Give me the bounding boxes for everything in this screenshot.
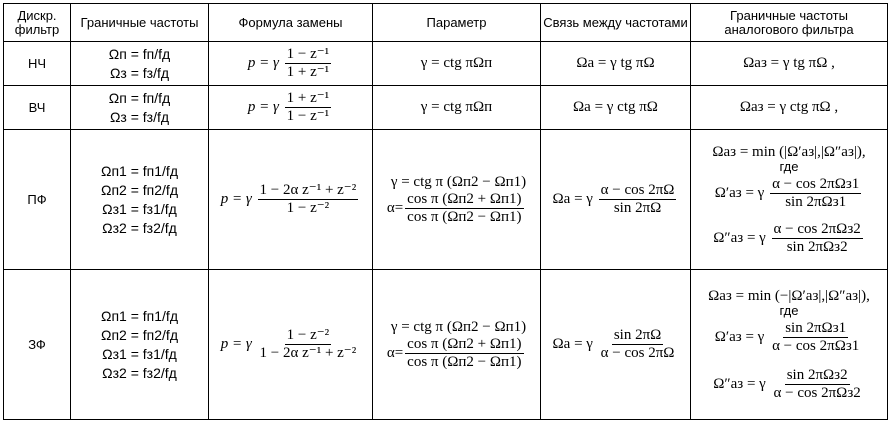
freq-line: Ωп = fп/fд (108, 90, 171, 106)
formula-fraction (258, 182, 359, 217)
param-alpha-num: cos π (Ωп2 + Ωп1) (407, 335, 522, 352)
bounds-b2-fraction (772, 221, 863, 256)
header-boundary-frequencies: Граничные частоты (71, 4, 209, 42)
formula-num: 1 − 2α z⁻¹ + z⁻² (259, 182, 357, 198)
param-alpha-num: cos π (Ωп2 + Ωп1) (407, 190, 522, 207)
freq-line: Ωз2 = fз2/fд (102, 365, 177, 381)
formula-fraction (258, 327, 359, 362)
link-lhs: Ωа = γ (552, 190, 593, 207)
bounds-b1-num: sin 2πΩз1 (785, 319, 847, 336)
bounds-b2-num: α − cos 2πΩз2 (773, 220, 861, 237)
formula-fraction (285, 90, 332, 125)
bounds-cell: Ωаз = γ ctg πΩ , (691, 86, 888, 130)
formula-den: 1 − z⁻¹ (286, 108, 330, 124)
bounds-cell (691, 270, 888, 420)
freq-line: Ωп = fп/fд (108, 46, 171, 62)
link-cell (541, 270, 691, 420)
freq-cell (71, 42, 209, 86)
bounds-b1-den: sin 2πΩз1 (785, 193, 847, 210)
freq-line: Ωз = fз/fд (109, 65, 170, 81)
formula-den: 1 − 2α z⁻¹ + z⁻² (259, 345, 357, 361)
param-alpha-lhs: α= (386, 199, 404, 216)
bounds-b1-lhs: Ω′аз = γ (714, 184, 765, 201)
param-alpha-den: cos π (Ωп2 − Ωп1) (407, 353, 522, 370)
freq-cell (71, 130, 209, 270)
formula-lhs: p = γ (220, 335, 252, 352)
filter-table (3, 3, 888, 420)
formula-lhs: p = γ (220, 190, 252, 207)
row-bandpass (4, 130, 888, 270)
header-analog-boundaries: Граничные частоты аналогового фильтра (691, 4, 888, 42)
freq-line: Ωз1 = fз1/fд (102, 346, 177, 362)
bounds-b1-fraction (770, 176, 861, 211)
row-label: ВЧ (4, 86, 71, 130)
bounds-b2-den: α − cos 2πΩз2 (773, 384, 861, 401)
bounds-cell (691, 130, 888, 270)
bounds-cell: Ωаз = γ tg πΩ , (691, 42, 888, 86)
formula-num: 1 − z⁻² (286, 327, 330, 343)
row-bandstop (4, 270, 888, 420)
header-filter: Дискр. фильтр (4, 4, 71, 42)
row-highpass (4, 86, 888, 130)
header-substitution-formula: Формула замены (209, 4, 373, 42)
bounds-b1-lhs: Ω′аз = γ (714, 328, 765, 345)
link-fraction (599, 182, 677, 217)
freq-line: Ωп2 = fп2/fд (101, 182, 178, 198)
link-cell: Ωа = γ ctg πΩ (541, 86, 691, 130)
formula-cell (209, 130, 373, 270)
row-label: ПФ (4, 130, 71, 270)
formula-cell (209, 42, 373, 86)
param-cell (373, 270, 541, 420)
link-fraction (599, 327, 677, 362)
param-gamma: γ = ctg π (Ωп2 − Ωп1) (390, 173, 527, 190)
link-num: α − cos 2πΩ (600, 182, 675, 198)
header-row (4, 4, 888, 42)
freq-line: Ωз2 = fз2/fд (102, 220, 177, 236)
param-gamma: γ = ctg π (Ωп2 − Ωп1) (390, 318, 527, 335)
bounds-b2-num: sin 2πΩз2 (786, 366, 848, 383)
row-label: НЧ (4, 42, 71, 86)
param-alpha-fraction (405, 191, 523, 226)
row-lowpass (4, 42, 888, 86)
bounds-b2-lhs: Ω″аз = γ (713, 375, 766, 392)
freq-line: Ωп1 = fп1/fд (101, 163, 178, 179)
freq-line: Ωз1 = fз1/fд (102, 201, 177, 217)
freq-line: Ωз = fз/fд (109, 109, 170, 125)
header-frequency-link: Связь между частотами (541, 4, 691, 42)
freq-line: Ωп1 = fп1/fд (101, 308, 178, 324)
param-alpha-den: cos π (Ωп2 − Ωп1) (407, 208, 522, 225)
formula-cell (209, 86, 373, 130)
param-cell (373, 130, 541, 270)
bounds-b1-den: α − cos 2πΩз1 (772, 337, 860, 354)
bounds-min: Ωаз = min (|Ω′аз|,|Ω″аз|), (712, 143, 866, 160)
header-parameter: Параметр (373, 4, 541, 42)
link-den: sin 2πΩ (613, 200, 662, 216)
row-label: ЗФ (4, 270, 71, 420)
formula-den: 1 − z⁻² (286, 200, 330, 216)
link-cell: Ωа = γ tg πΩ (541, 42, 691, 86)
bounds-where: где (779, 302, 799, 318)
bounds-b1-fraction (770, 320, 861, 355)
formula-den: 1 + z⁻¹ (286, 64, 330, 80)
link-cell (541, 130, 691, 270)
bounds-b2-den: sin 2πΩз2 (786, 238, 848, 255)
bounds-b1-num: α − cos 2πΩз1 (772, 175, 860, 192)
formula-lhs: p = γ (247, 54, 279, 71)
formula-cell (209, 270, 373, 420)
param-alpha-lhs: α= (386, 344, 404, 361)
formula-fraction (285, 46, 332, 81)
bounds-min: Ωаз = min (−|Ω′аз|,|Ω″аз|), (708, 287, 870, 304)
bounds-b2-lhs: Ω″аз = γ (713, 229, 766, 246)
formula-num: 1 + z⁻¹ (286, 90, 330, 106)
formula-num: 1 − z⁻¹ (286, 46, 330, 62)
bounds-b2-fraction (772, 367, 863, 402)
param-alpha-fraction (405, 336, 523, 371)
bounds-where: где (779, 158, 799, 174)
freq-cell (71, 86, 209, 130)
link-num: sin 2πΩ (613, 327, 662, 343)
param-cell: γ = ctg πΩп (373, 42, 541, 86)
link-den: α − cos 2πΩ (600, 345, 675, 361)
freq-line: Ωп2 = fп2/fд (101, 327, 178, 343)
param-cell: γ = ctg πΩп (373, 86, 541, 130)
formula-lhs: p = γ (247, 98, 279, 115)
link-lhs: Ωа = γ (552, 335, 593, 352)
freq-cell (71, 270, 209, 420)
